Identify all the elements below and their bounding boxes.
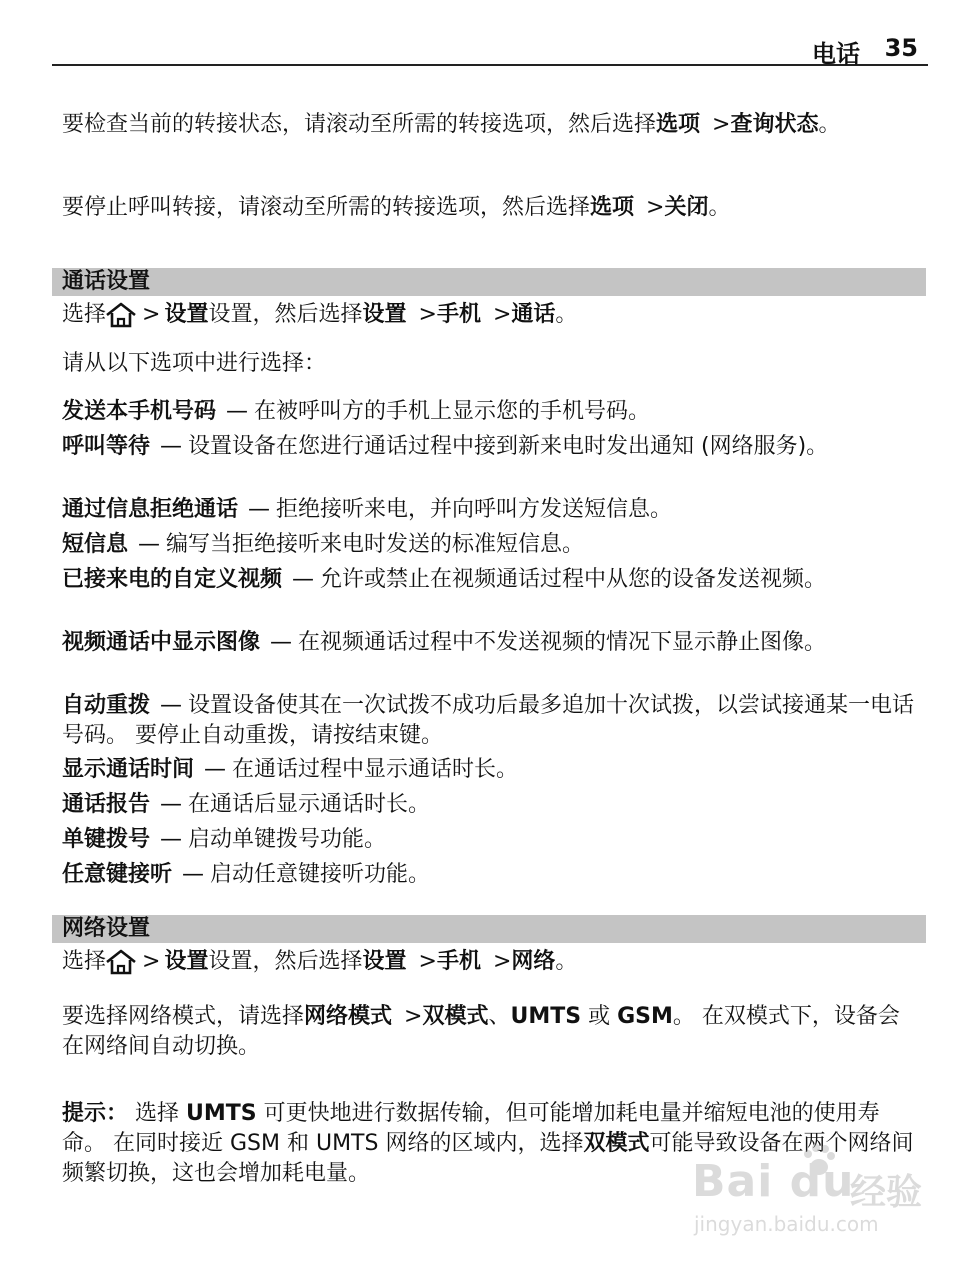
tip-paragraph: 提示： 选择 UMTS 可更快地进行数据传输，但可能增加耗电量并缩短电池的使用寿命。 在同时接近 GSM 和 UMTS 网络的区域内，选择双模式可能导致设备在两个网络间频繁切换，这也会增加耗电量。 — [62, 1101, 914, 1186]
home-icon — [104, 302, 138, 328]
watermark-url: jingyan.baidu.com — [694, 1212, 879, 1236]
call-settings-nav-path: 选择 > 设置设置，然后选择设置 >手机 >通话。 — [62, 302, 578, 327]
paragraph-stop-forwarding: 要停止呼叫转接，请滚动至所需的转接选项，然后选择选项 >关闭。 — [62, 195, 731, 220]
watermark-brand: 经验 — [850, 1172, 923, 1213]
section-title: 电话 — [812, 40, 860, 68]
option-item: 任意键接听 — 启动任意键接听功能。 — [62, 862, 431, 887]
page-number: 35 — [884, 34, 918, 62]
home-icon — [104, 949, 138, 975]
baidu-watermark — [680, 1150, 940, 1250]
tip-label: 提示： — [62, 1101, 129, 1126]
option-item: 通话报告 — 在通话后显示通话时长。 — [62, 792, 431, 817]
network-settings-nav-path: 选择 > 设置设置，然后选择设置 >手机 >网络。 — [62, 949, 578, 974]
option-item: 呼叫等待 — 设置设备在您进行通话过程中接到新来电时发出通知 (网络服务)。 — [62, 434, 829, 459]
option-item: 已接来电的自定义视频 — 允许或禁止在视频通话过程中从您的设备发送视频。 — [62, 567, 827, 592]
option-item: 短信息 — 编写当拒绝接听来电时发送的标准短信息。 — [62, 532, 585, 557]
option-item: 显示通话时间 — 在通话过程中显示通话时长。 — [62, 757, 519, 782]
option-item: 发送本手机号码 — 在被呼叫方的手机上显示您的手机号码。 — [62, 399, 651, 424]
section-heading-call-settings: 通话设置 — [52, 268, 926, 296]
watermark-logo: Bai du — [692, 1156, 855, 1207]
paw-icon — [798, 1140, 838, 1180]
call-settings-intro: 请从以下选项中进行选择： — [62, 351, 327, 376]
option-item: 单键拨号 — 启动单键拨号功能。 — [62, 827, 387, 852]
option-item: 通过信息拒绝通话 — 拒绝接听来电，并向呼叫方发送短信息。 — [62, 497, 673, 522]
paragraph-network-mode: 要选择网络模式，请选择网络模式 >双模式、UMTS 或 GSM。 在双模式下，设备会在网络间自动切换。 — [62, 1004, 900, 1059]
section-heading-network-settings: 网络设置 — [52, 915, 926, 943]
option-item: 自动重拨 — 设置设备使其在一次试拨不成功后最多追加十次试拨，以尝试接通某一电话号码。 要停止自动重拨，请按结束键。 — [62, 693, 915, 748]
page-header — [52, 30, 928, 66]
option-item: 视频通话中显示图像 — 在视频通话过程中不发送视频的情况下显示静止图像。 — [62, 630, 827, 655]
paragraph-check-forwarding: 要检查当前的转接状态，请滚动至所需的转接选项，然后选择选项 >查询状态。 — [62, 112, 841, 137]
